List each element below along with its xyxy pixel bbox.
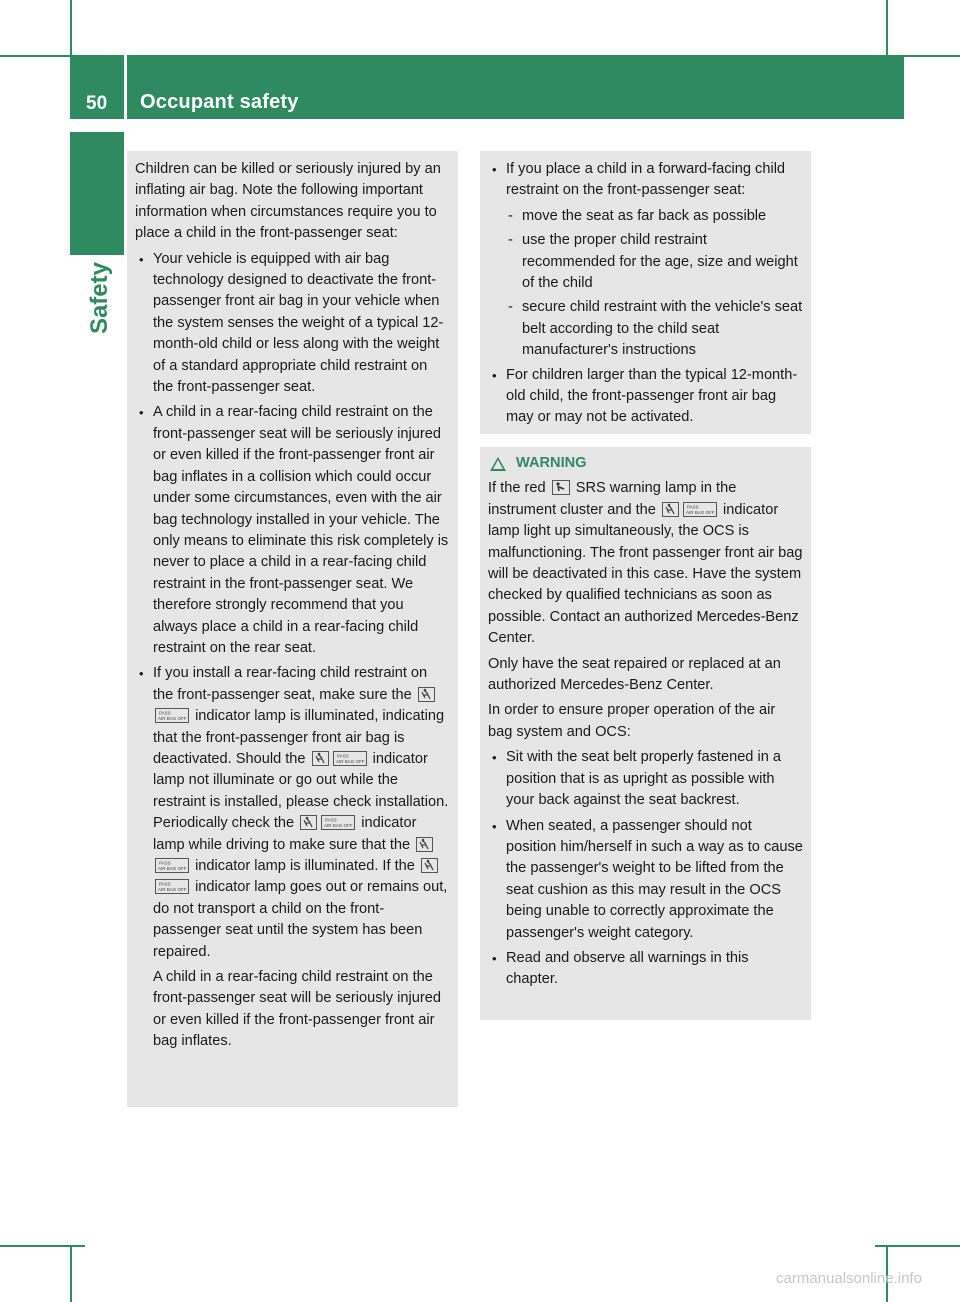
page-number: 50 [86,93,108,114]
svg-text:PASS: PASS [686,504,699,510]
list-item: • A child in a rear-facing child restraint on the front-passenger seat will be seriously injured or even killed if the front-passenger front air bag inflates in a collision which could occur under some circumstances, even with the air bag technology installed in your vehicle. The only means to eliminate this risk completely is never to place a child in a rear-facing child restraint in the front-passenger seat. We therefore strongly recommend that you always place a child in a rear-facing child restraint on the rear seat. [135,402,450,659]
svg-text:AIR BAG OFF: AIR BAG OFF [158,887,187,893]
svg-text:AIR BAG OFF: AIR BAG OFF [158,716,187,722]
warning-paragraph: Only have the seat repaired or replaced at an authorized Mercedes-Benz Center. [488,655,781,694]
warning-triangle-icon [490,457,506,471]
forward-facing-box [480,151,811,434]
child-warning-box [127,151,458,1107]
list-item: • Sit with the seat belt properly fastened in a position that is as upright as possible with your back against the seat backrest. [488,747,803,811]
text-span: indicator lamp is illuminated. If the [195,858,415,874]
list-item [135,663,450,963]
child-seat-icon [662,502,679,517]
text-span: indicator lamp is illuminated, indicating that the front-passenger front air bag is deactivated. Should the [153,708,445,767]
list-item: • Read and observe all warnings in this chapter. [488,948,803,991]
svg-text:PASS: PASS [159,710,171,716]
side-tab [86,262,116,342]
warning-paragraph: In order to ensure proper operation of the air bag system and OCS: [488,702,776,740]
dash-item: - use the proper child restraint recommended for the age, size and weight of the child [488,230,803,294]
svg-text:PASS: PASS [336,753,349,759]
child-seat-icon [416,837,433,852]
section-title: Occupant safety [140,91,299,113]
dash-item: - move the seat as far back as possible [488,206,803,227]
svg-text:AIR BAG OFF: AIR BAG OFF [324,823,353,829]
pass-airbag-off-icon [333,751,367,766]
list-item: • For children larger than the typical 12-month-old child, the front-passenger front air bag may or may not be activated. [488,365,803,429]
pass-airbag-off-icon [155,879,189,894]
warning-box [480,447,811,1020]
child-seat-icon [312,751,329,766]
header-separator [124,55,127,119]
list-item: • Your vehicle is equipped with air bag technology designed to deactivate the front-passenger front air bag in your vehicle when the system senses the weight of a typical 12-month-old child or less along with the weight of a standard appropriate child restraint on the front-passenger seat. [135,249,450,399]
warning-paragraph [488,478,803,649]
svg-text:PASS: PASS [159,881,171,887]
child-seat-icon [421,858,438,873]
svg-text:PASS: PASS [325,817,337,823]
svg-text:AIR BAG OFF: AIR BAG OFF [685,509,715,515]
crop-mark [875,1245,960,1247]
pass-airbag-off-icon [155,708,189,723]
text-span: indicator lamp while driving to make sure that the [153,815,417,853]
pass-airbag-off-icon [155,858,189,873]
child-seat-icon [418,687,435,702]
pass-airbag-off-icon [321,815,355,830]
child-seat-icon [300,815,317,830]
text-span: indicator lamp light up simultaneously, the OCS is malfunctioning. The front passenger front air bag will be deactivated in this case. Have the system checked by qualified technicians as soon as possible. Contact an authorized Mercedes-Benz Center. [488,501,803,647]
svg-text:AIR BAG OFF: AIR BAG OFF [335,758,365,764]
text-span: If you install a rear-facing child restraint on the front-passenger seat, make sure the [153,665,428,703]
crop-mark [0,1245,85,1247]
crop-mark [70,1245,72,1302]
warning-label: WARNING [516,455,587,471]
side-tab-label: Safety [86,262,113,335]
list-item: • When seated, a passenger should not position him/herself in such a way as to cause the passenger's weight to be lifted from the seat cushion as this may result in the OCS being unable to correctly approximate the passenger's weight category. [488,816,803,944]
intro-paragraph: Children can be killed or seriously injured by an inflating air bag. Note the following important information when circumstances require you to place a child in the front-passenger seat: [135,161,441,242]
text-span: indicator lamp not illuminate or go out while the restraint is installed, please check installation. Periodically check the [153,750,449,832]
watermark: carmanualsonline.info [776,1270,922,1287]
svg-text:AIR BAG OFF: AIR BAG OFF [158,866,187,871]
text-span: SRS warning lamp in the instrument cluster and the [488,480,737,518]
svg-text:PASS: PASS [159,860,171,866]
list-item: • If you place a child in a forward-facing child restraint on the front-passenger seat: [488,159,803,202]
pass-airbag-off-icon [683,502,717,517]
side-tab-marker [70,132,124,255]
dash-item: - secure child restraint with the vehicle's seat belt according to the child seat manufacturer's instructions [488,297,803,361]
text-span: indicator lamp goes out or remains out, do not transport a child on the front-passenger seat until the system has been repaired. [153,879,448,960]
warning-heading [488,453,803,474]
text-span: If the red [488,480,546,497]
srs-warning-icon [552,480,570,495]
closing-paragraph: A child in a rear-facing child restraint on the front-passenger seat will be seriously injured or even killed if the front-passenger front air bag inflates. [153,969,441,1050]
